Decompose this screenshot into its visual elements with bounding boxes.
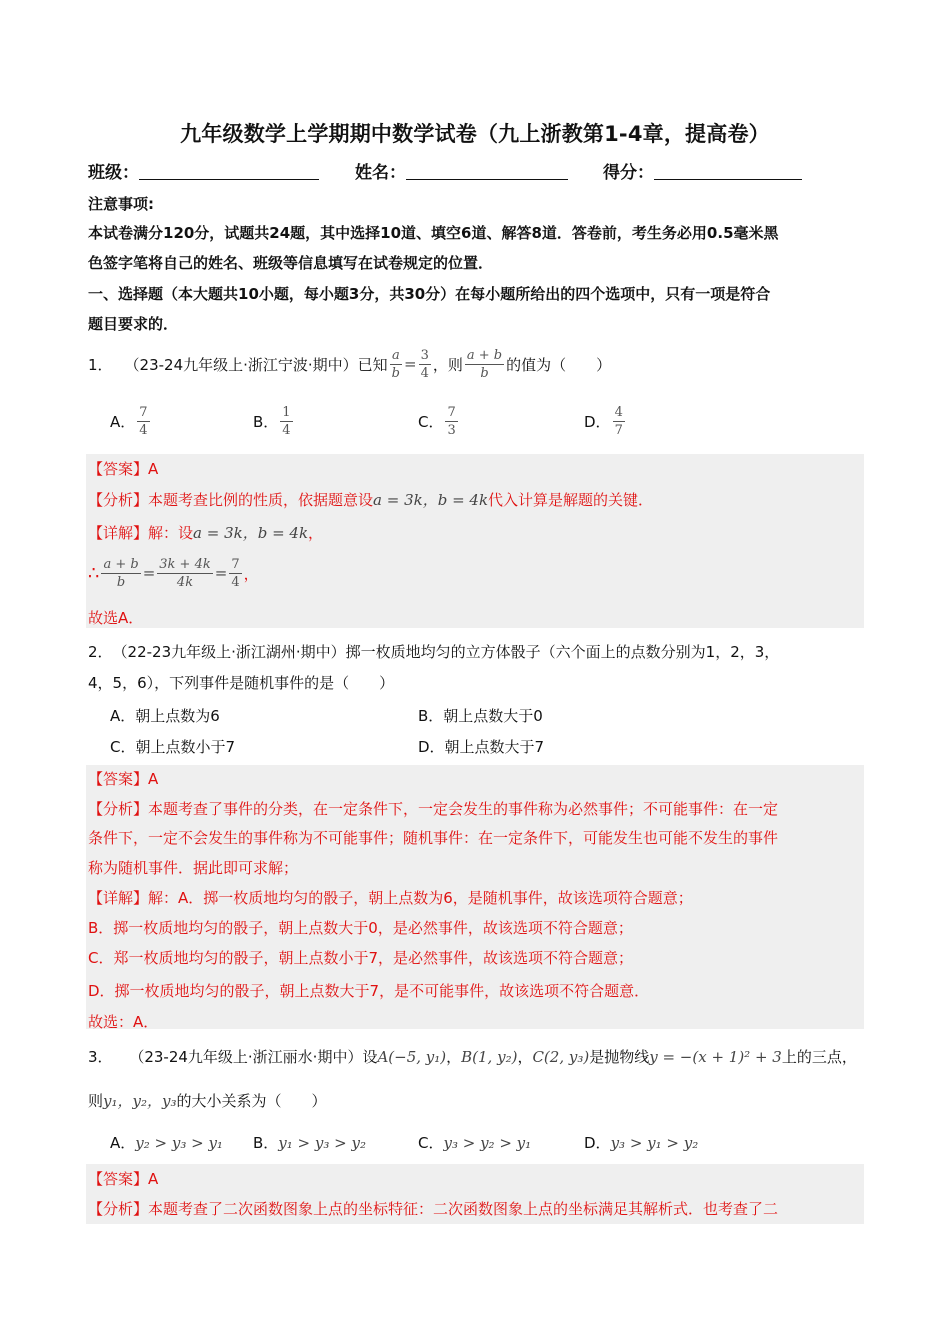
- q1-source: （23-24九年级上·浙江宁波·期中）已知: [124, 355, 388, 374]
- score-field[interactable]: [603, 158, 802, 183]
- q3-option-c[interactable]: C．y₃ > y₂ > y₁: [418, 1134, 532, 1152]
- name-field[interactable]: [355, 158, 568, 183]
- q1-answer: 【答案】A: [88, 460, 159, 478]
- name-label: 姓名：: [355, 163, 406, 183]
- q1-tail: 的值为（ ）: [506, 355, 612, 374]
- q3-number: 3．: [88, 1048, 113, 1066]
- q1-detail: 【详解】解：设a = 3k，b = 4k，: [88, 524, 324, 542]
- q2-option-b[interactable]: B．朝上点数大于0: [418, 707, 543, 725]
- q1-calculation: ∴ $\frac{a + b}{b}$ = $\frac{3k + 4k}{4k}$ = $\frac{7}{4}$ ，: [88, 556, 259, 590]
- page-title: 九年级数学上学期期中数学试卷（九上浙教第1-4章，提高卷）: [180, 122, 770, 146]
- q2-line-2: 4，5，6），下列事件是随机事件的是（ ）: [88, 674, 395, 692]
- notice-line-2: 色签字笔将自己的姓名、班级等信息填写在试卷规定的位置．: [88, 254, 494, 272]
- q1-condition-left: $\frac{a}{b}$: [391, 347, 400, 381]
- q1-detail-math: a = 3k，b = 4k: [193, 524, 309, 542]
- q2-analysis-line-2: 条件下，一定不会发生的事件称为不可能事件；随机事件：在一定条件下，可能发生也可能不发生的事件: [88, 829, 779, 847]
- q2-option-a[interactable]: A．朝上点数为6: [110, 707, 220, 725]
- q1-calc-fraction-1: $\frac{a + b}{b}$: [103, 556, 139, 590]
- section-heading-line-1: 一、选择题（本大题共10小题，每小题3分，共30分）在每小题所给出的四个选项中，只有一项是符合: [88, 285, 771, 303]
- notice-heading: 注意事项:: [88, 195, 154, 213]
- q1-mid: ，则: [432, 355, 463, 374]
- q3-option-b[interactable]: B．y₁ > y₃ > y₂: [253, 1134, 366, 1152]
- q1-analysis: 【分析】本题考查比例的性质，依据题意设a = 3k，b = 4k代入计算是解题的关键．: [88, 491, 654, 509]
- section-heading-line-2: 题目要求的．: [88, 315, 179, 333]
- q1-condition-right: $\frac{3}{4}$: [420, 347, 429, 381]
- q2-detail-line-1: 【详解】解：A．掷一枚质地均匀的骰子，朝上点数为6，是随机事件，故该选项符合题意；: [88, 889, 693, 907]
- q1-option-c[interactable]: C． $\frac{7}{3}$: [418, 404, 456, 438]
- q2-line-1: 2． （22-23九年级上·浙江湖州·期中）掷一枚质地均匀的立方体骰子（六个面上的点数分别为1，2，3，: [88, 643, 780, 661]
- q1-expression: $\frac{a + b}{b}$: [466, 347, 503, 381]
- class-label: 班级：: [88, 163, 139, 183]
- q3-line-2: 则y₁，y₂，y₃的大小关系为（ ）: [88, 1092, 327, 1110]
- class-field[interactable]: [88, 158, 319, 183]
- q2-detail-line-3: C．郑一枚质地均匀的骰子，朝上点数小于7，是必然事件，故该选项不符合题意；: [88, 949, 634, 967]
- q1-number: 1．: [88, 355, 113, 374]
- q3-vars: y₁，y₂，y₃: [103, 1092, 177, 1110]
- q3-option-d[interactable]: D．y₃ > y₁ > y₂: [584, 1134, 699, 1152]
- score-label: 得分：: [603, 163, 654, 183]
- q2-answer: 【答案】A: [88, 770, 159, 788]
- q2-analysis-line-3: 称为随机事件．据此即可求解；: [88, 859, 299, 877]
- q1-calc-fraction-3: $\frac{7}{4}$: [231, 556, 240, 590]
- q1-option-d-fraction: $\frac{4}{7}$: [614, 404, 623, 438]
- q3-point-c: C(2, y₃): [532, 1048, 590, 1066]
- name-blank[interactable]: [406, 161, 568, 180]
- q1-conclusion: 故选A．: [88, 609, 144, 627]
- q3-source: （23-24九年级上·浙江丽水·期中）设: [129, 1048, 378, 1066]
- question-3: 3． （23-24九年级上·浙江丽水·期中）设A(−5, y₁)，B(1, y₂)，C(2, y₃)是抛物线y = −(x + 1)² + 3上的三点，: [88, 1048, 857, 1066]
- therefore-symbol: ∴: [88, 562, 100, 584]
- question-1: 1． （23-24九年级上·浙江宁波·期中）已知 $\frac{a}{b}$ = $\frac{3}{4}$ ，则 $\frac{a + b}{b}$ 的值为（ ）: [88, 347, 612, 381]
- q3-point-a: A(−5, y₁): [377, 1048, 447, 1066]
- q1-calc-fraction-2: $\frac{3k + 4k}{4k}$: [159, 556, 211, 590]
- q1-option-a-fraction: $\frac{7}{4}$: [139, 404, 148, 438]
- q1-option-b-fraction: $\frac{1}{4}$: [282, 404, 291, 438]
- q2-option-d[interactable]: D．朝上点数大于7: [418, 738, 545, 756]
- q3-analysis: 【分析】本题考查了二次函数图象上点的坐标特征：二次函数图象上点的坐标满足其解析式．也考查了二: [88, 1200, 779, 1218]
- q2-detail-line-2: B．掷一枚质地均匀的骰子，朝上点数大于0，是必然事件，故该选项不符合题意；: [88, 919, 633, 937]
- q1-option-b[interactable]: B． $\frac{1}{4}$: [253, 404, 291, 438]
- q2-option-c[interactable]: C．朝上点数小于7: [110, 738, 236, 756]
- q3-option-a[interactable]: A．y₂ > y₃ > y₁: [110, 1134, 223, 1152]
- score-blank[interactable]: [654, 161, 802, 180]
- notice-line-1: 本试卷满分120分，试题共24题，其中选择10道、填空6道、解答8道．答卷前，考生务必用0.5毫米黑: [88, 224, 779, 242]
- q2-analysis-line-1: 【分析】本题考查了事件的分类，在一定条件下，一定会发生的事件称为必然事件；不可能事件：在一定: [88, 800, 779, 818]
- q1-option-a[interactable]: A． $\frac{7}{4}$: [110, 404, 148, 438]
- q1-option-d[interactable]: D． $\frac{4}{7}$: [584, 404, 623, 438]
- q1-option-c-fraction: $\frac{7}{3}$: [447, 404, 456, 438]
- q2-detail-line-4: D．掷一枚质地均匀的骰子，朝上点数大于7，是不可能事件，故该选项不符合题意．: [88, 982, 650, 1000]
- q1-analysis-math: a = 3k，b = 4k: [373, 491, 489, 509]
- q3-point-b: B(1, y₂): [461, 1048, 518, 1066]
- q3-parabola: y = −(x + 1)² + 3: [649, 1048, 782, 1066]
- class-blank[interactable]: [139, 161, 319, 180]
- q2-conclusion: 故选：A．: [88, 1013, 159, 1031]
- q3-answer: 【答案】A: [88, 1170, 159, 1188]
